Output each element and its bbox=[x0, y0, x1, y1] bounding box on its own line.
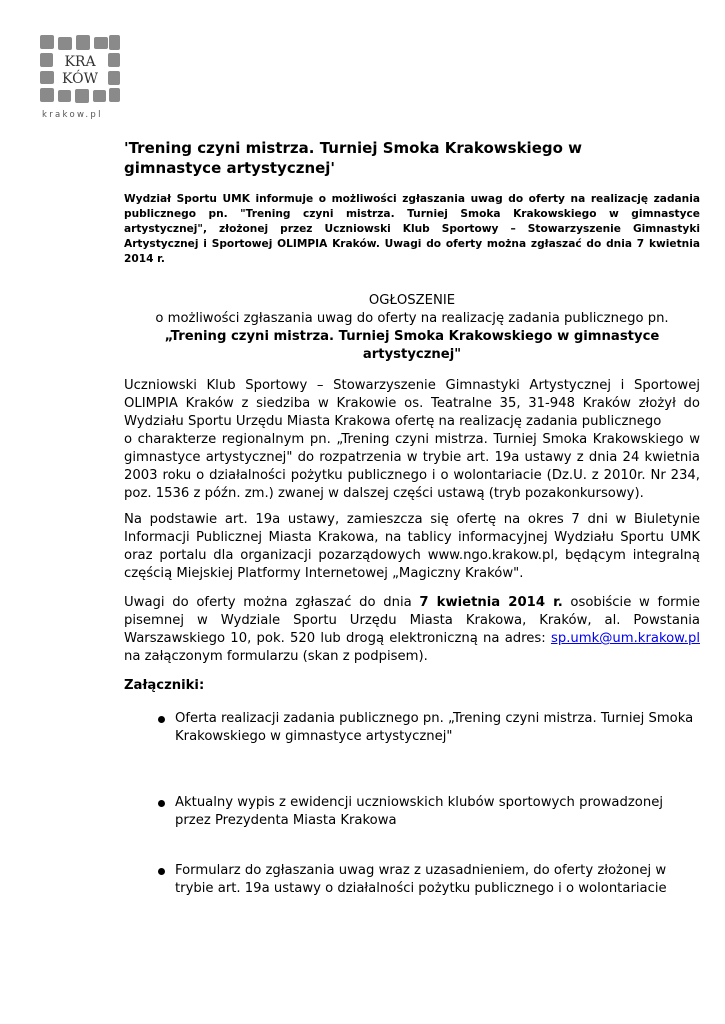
comments-text-2: osobiście w formie pisemnej w Wydziale Sportu Urzędu Miasta Krakowa, Kraków, al. Powstania Warszawskiego 10, pok. 520 lub drogą elektroniczną na adres: bbox=[124, 595, 700, 646]
attachment-item: Formularz do zgłaszania uwag wraz z uzasadnieniem, do oferty złożonej w trybie art. 19a ustawy o działalności pożytku publicznego i o wolontariacie bbox=[175, 863, 667, 896]
email-link[interactable]: sp.umk@um.krakow.pl bbox=[550, 631, 700, 646]
paragraph-offer bbox=[124, 377, 700, 503]
announcement-subheading: o możliwości zgłaszania uwag do oferty na realizację zadania publicznego pn. bbox=[155, 311, 669, 326]
krakow-logo bbox=[38, 33, 122, 119]
attachment-item: Aktualny wypis z ewidencji uczniowskich klubów sportowych prowadzonej przez Prezydenta Miasta Krakowa bbox=[175, 795, 664, 828]
paragraph-comments bbox=[124, 594, 700, 666]
comments-deadline: 7 kwietnia 2014 r. bbox=[419, 595, 563, 610]
bullet-icon bbox=[158, 868, 165, 875]
comments-text-3: na załączonym formularzu (skan z podpisem). bbox=[124, 649, 428, 664]
page-title: 'Trening czyni mistrza. Turniej Smoka Krakowskiego w gimnastyce artystycznej' bbox=[124, 139, 582, 177]
comments-text-1: Uwagi do oferty można zgłaszać do dnia bbox=[124, 595, 420, 610]
paragraph-publication: Na podstawie art. 19a ustawy, zamieszcza się ofertę na okres 7 dni w Biuletynie Informacji Publicznej Miasta Krakowa, na tablicy informacyjnej Wydziału Sportu UMK oraz portalu dla organizacji pozarządowych www.ngo.krakow.pl, będącym integralną częścią Miejskiej Platformy Internetowej „Magiczny Kraków". bbox=[124, 512, 700, 581]
attachments-heading: Załączniki: bbox=[124, 678, 205, 693]
announcement-heading: OGŁOSZENIE bbox=[368, 293, 456, 308]
logo-caption: krakow.pl bbox=[42, 110, 103, 120]
paragraph-offer-line2: o charakterze regionalnym pn. „Trening czyni mistrza. Turniej Smoka Krakowskiego w gimnastyce artystycznej" do rozpatrzenia w trybie art. 19a ustawy z dnia 24 kwietnia 2003 roku o działalności pożytku publicznego i o wolontariacie (Dz.U. z 2010r. Nr 234, poz. 1536 z późn. zm.) zwanej w dalszej części ustawą (tryb pozakonkursowy). bbox=[124, 432, 700, 501]
logo-text-line1: KRA bbox=[64, 54, 96, 70]
bullet-icon bbox=[158, 716, 165, 723]
logo-text-line2: KÓW bbox=[62, 71, 98, 87]
bullet-icon bbox=[158, 800, 165, 807]
summary-text: Wydział Sportu UMK informuje o możliwości zgłaszania uwag do oferty na realizację zadania publicznego pn. "Trening czyni mistrza. Turniej Smoka Krakowskiego w gimnastyce artystycznej", złożonej przez Uczniowski Klub Sportowy – Stowarzyszenie Gimnastyki Artystycznej i Sportowej OLIMPIA Kraków. Uwagi do oferty można zgłaszać do dnia 7 kwietnia 2014 r. bbox=[124, 193, 700, 265]
attachment-item: Oferta realizacji zadania publicznego pn. „Trening czyni mistrza. Turniej Smoka Krakowskiego w gimnastyce artystycznej" bbox=[175, 711, 694, 744]
announcement-block bbox=[124, 292, 700, 364]
announcement-task-title: „Trening czyni mistrza. Turniej Smoka Krakowskiego w gimnastyce artystycznej" bbox=[164, 329, 660, 362]
paragraph-offer-line1: Uczniowski Klub Sportowy – Stowarzyszenie Gimnastyki Artystycznej i Sportowej OLIMPIA Kraków z siedziba w Krakowie os. Teatralne 35, 31-948 Kraków złożył do Wydziału Sportu Urzędu Miasta Krakowa ofertę na realizację zadania publicznego bbox=[124, 378, 700, 429]
